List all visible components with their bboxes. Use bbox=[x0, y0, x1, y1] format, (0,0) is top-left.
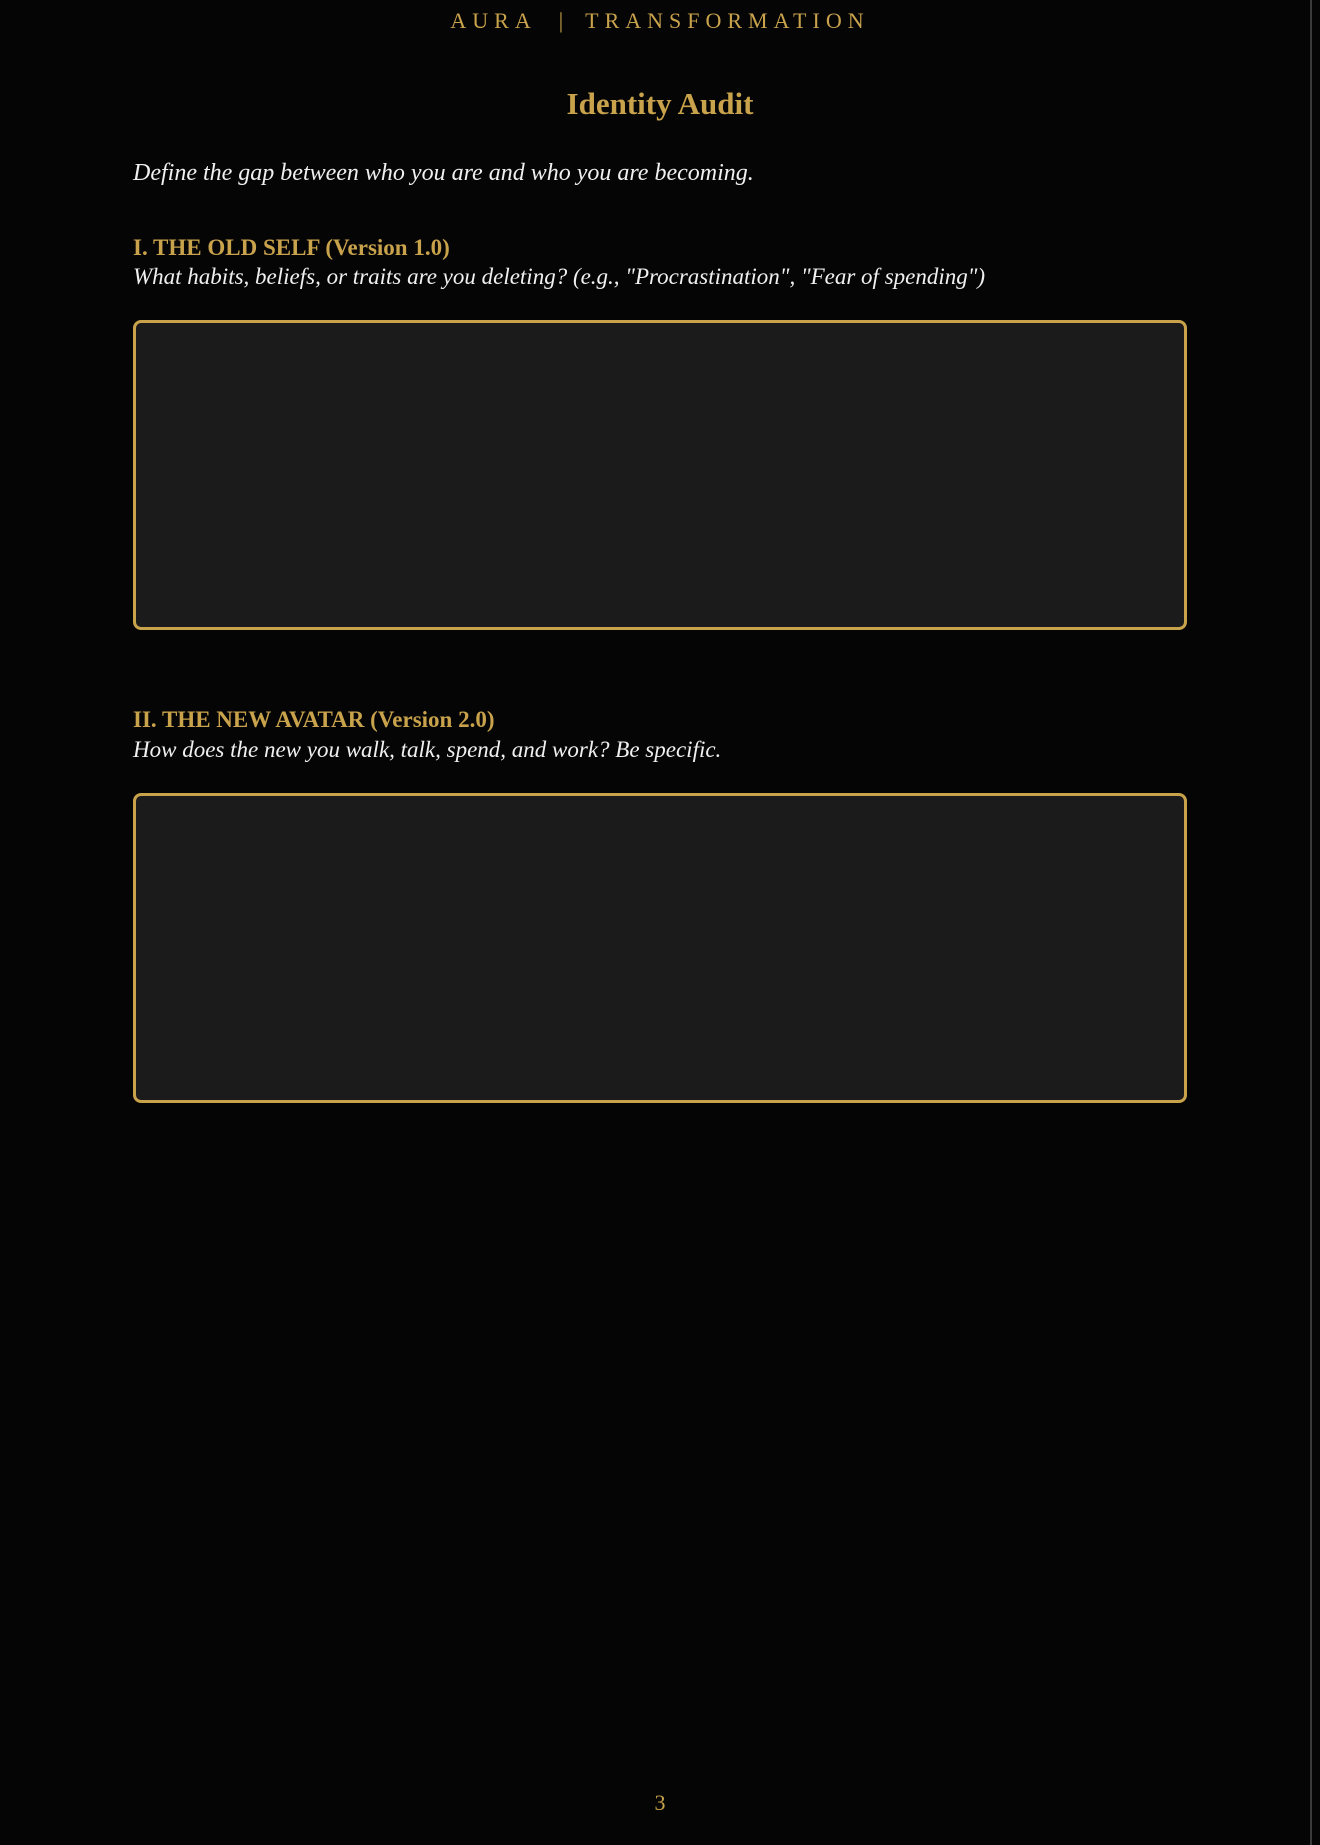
page-title: Identity Audit bbox=[566, 86, 754, 121]
new-avatar-answer-box[interactable] bbox=[133, 793, 1187, 1103]
page-number: 3 bbox=[654, 1790, 666, 1815]
intro-text: Define the gap between who you are and who you are becoming. bbox=[133, 160, 754, 186]
brand-header bbox=[0, 8, 1320, 34]
brand-separator: | bbox=[558, 8, 564, 33]
old-self-prompt: What habits, beliefs, or traits are you deleting? (e.g., "Procrastination", "Fear of spending") bbox=[133, 264, 986, 289]
new-avatar-prompt: How does the new you walk, talk, spend, and work? Be specific. bbox=[133, 737, 722, 762]
old-self-answer-box[interactable] bbox=[133, 320, 1187, 630]
page-edge-line bbox=[1310, 0, 1312, 1845]
old-self-heading: I. THE OLD SELF (Version 1.0) bbox=[133, 235, 450, 260]
new-avatar-heading: II. THE NEW AVATAR (Version 2.0) bbox=[133, 707, 495, 732]
brand-name: AURA bbox=[450, 8, 537, 33]
brand-tagline: TRANSFORMATION bbox=[585, 8, 870, 33]
